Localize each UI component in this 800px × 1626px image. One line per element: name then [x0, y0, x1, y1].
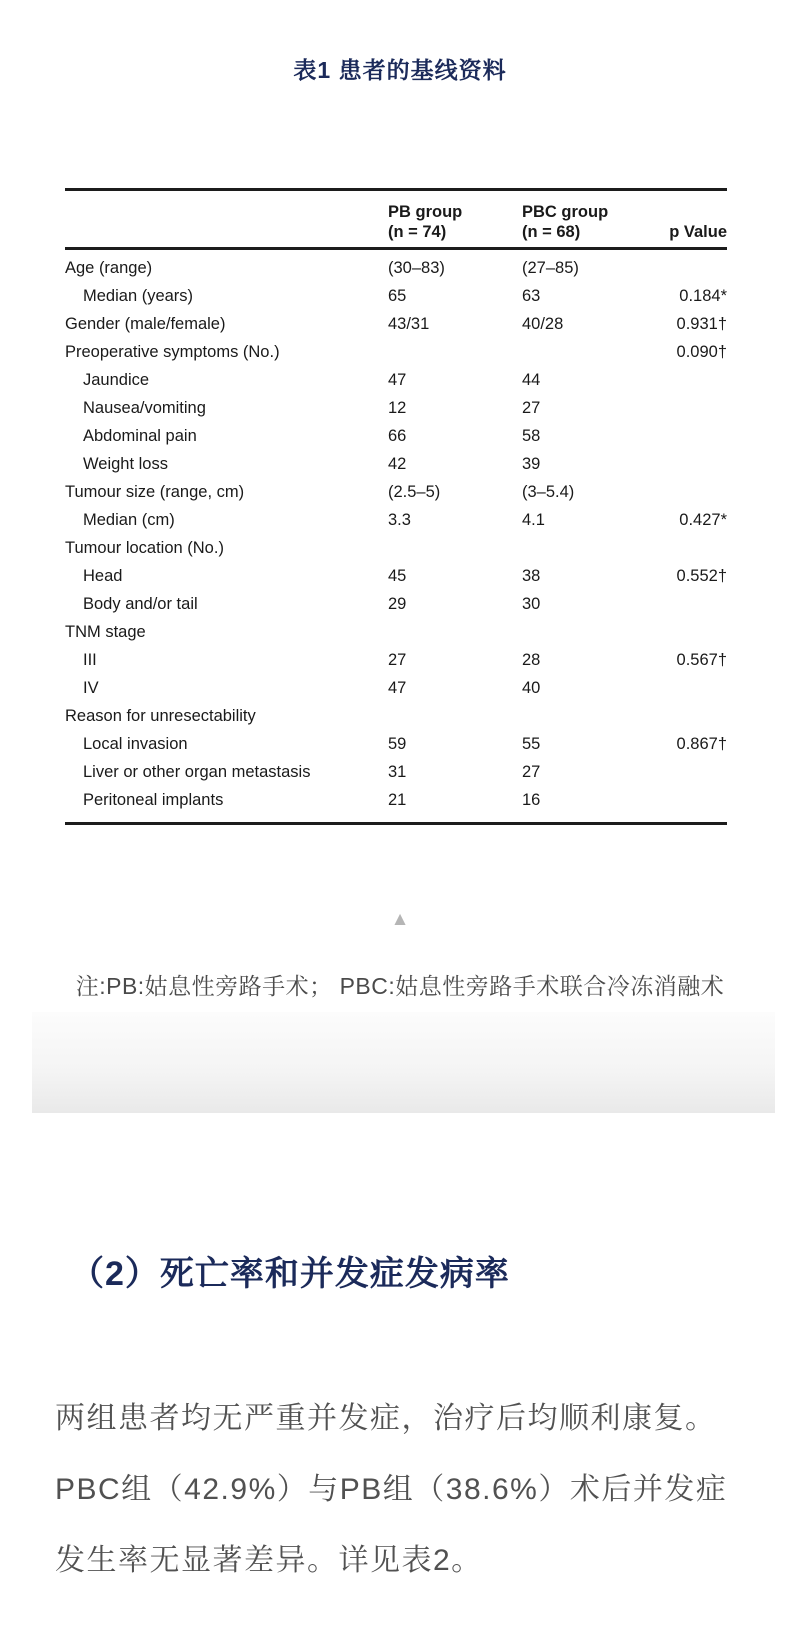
- triangle-up-icon: ▲: [390, 909, 410, 930]
- table-row: [65, 422, 727, 450]
- table-row: [65, 366, 727, 394]
- table-row: [65, 646, 727, 674]
- table-row: [65, 338, 727, 366]
- row-pbc-value: (3–5.4): [522, 482, 575, 501]
- row-label: Reason for unresectability: [65, 706, 256, 725]
- paragraph-line: PBC组（42.9%）与PB组（38.6%）术后并发症: [55, 1473, 728, 1506]
- row-pbc-value: 4.1: [522, 510, 545, 529]
- row-p-value: 0.867†: [676, 734, 727, 753]
- header-pbc-group-name: PBC group: [522, 203, 609, 221]
- row-pb-value: 59: [388, 734, 407, 753]
- row-pbc-value: 44: [522, 370, 541, 389]
- table-row: [65, 310, 727, 338]
- row-pb-value: 3.3: [388, 510, 411, 529]
- row-label: TNM stage: [65, 622, 146, 641]
- body-paragraph: [55, 1383, 755, 1596]
- paragraph-line: 两组患者均无严重并发症，治疗后均顺利康复。: [55, 1402, 717, 1435]
- row-pbc-value: 40: [522, 678, 541, 697]
- table-body: [65, 250, 727, 822]
- row-pb-value: 29: [388, 594, 407, 613]
- header-pbc-group: [522, 202, 632, 242]
- row-label: Gender (male/female): [65, 314, 226, 333]
- row-pb-value: 65: [388, 286, 407, 305]
- row-pbc-value: 58: [522, 426, 541, 445]
- table-row: [65, 478, 727, 506]
- row-pb-value: 43/31: [388, 314, 430, 333]
- row-p-value: 0.931†: [676, 314, 727, 333]
- row-pb-value: (2.5–5): [388, 482, 441, 501]
- header-pb-group: [388, 202, 522, 242]
- row-pb-value: 27: [388, 650, 407, 669]
- row-label: Liver or other organ metastasis: [83, 762, 311, 781]
- table-row: [65, 730, 727, 758]
- row-label: Median (years): [83, 286, 194, 305]
- row-pbc-value: 27: [522, 398, 541, 417]
- row-label: Head: [83, 566, 123, 585]
- row-label: III: [83, 650, 97, 669]
- row-label: Tumour location (No.): [65, 538, 224, 557]
- table-row: [65, 282, 727, 310]
- image-bottom-fade: [32, 1012, 775, 1113]
- table-row: [65, 786, 727, 814]
- header-pb-group-n: (n = 74): [388, 223, 447, 241]
- table-row: [65, 506, 727, 534]
- row-pb-value: 12: [388, 398, 407, 417]
- table-row: [65, 562, 727, 590]
- table-row: [65, 534, 727, 562]
- row-pbc-value: 39: [522, 454, 541, 473]
- table-row: [65, 590, 727, 618]
- row-pb-value: 21: [388, 790, 407, 809]
- table-bottom-rule: [65, 822, 727, 825]
- table-row: [65, 674, 727, 702]
- table-row: [65, 758, 727, 786]
- row-pb-value: 47: [388, 678, 407, 697]
- row-pbc-value: 63: [522, 286, 541, 305]
- row-pbc-value: 38: [522, 566, 541, 585]
- header-p-value: p Value: [669, 223, 727, 241]
- row-p-value: 0.090†: [676, 342, 727, 361]
- table-footnote: 注:PB:姑息性旁路手术； PBC:姑息性旁路手术联合冷冻消融术: [75, 973, 725, 999]
- row-label: Nausea/vomiting: [83, 398, 206, 417]
- row-label: Peritoneal implants: [83, 790, 224, 809]
- row-pbc-value: 16: [522, 790, 541, 809]
- row-pbc-value: 27: [522, 762, 541, 781]
- row-label: Tumour size (range, cm): [65, 482, 245, 501]
- row-pb-value: 31: [388, 762, 407, 781]
- table-row: [65, 394, 727, 422]
- row-pb-value: 45: [388, 566, 407, 585]
- row-label: IV: [83, 678, 99, 697]
- table-row: [65, 450, 727, 478]
- row-label: Preoperative symptoms (No.): [65, 342, 280, 361]
- row-label: Body and/or tail: [83, 594, 198, 613]
- row-p-value: 0.552†: [676, 566, 727, 585]
- baseline-table: [65, 188, 727, 825]
- row-pb-value: 66: [388, 426, 407, 445]
- row-pbc-value: 55: [522, 734, 541, 753]
- row-pb-value: (30–83): [388, 258, 445, 277]
- section-heading: （2）死亡率和并发症发病率: [70, 1255, 510, 1293]
- row-pbc-value: 30: [522, 594, 541, 613]
- table-row: [65, 254, 727, 282]
- row-label: Local invasion: [83, 734, 188, 753]
- row-p-value: 0.184*: [679, 286, 727, 305]
- header-pbc-group-n: (n = 68): [522, 223, 581, 241]
- row-label: Jaundice: [83, 370, 150, 389]
- row-pb-value: 47: [388, 370, 407, 389]
- paragraph-line: 发生率无显著差异。详见表2。: [55, 1544, 483, 1577]
- table-header-row: [65, 191, 727, 247]
- table-caption: 表1 患者的基线资料: [293, 57, 507, 83]
- row-pb-value: 42: [388, 454, 407, 473]
- row-label: Age (range): [65, 258, 153, 277]
- table-row: [65, 702, 727, 730]
- row-p-value: 0.567†: [676, 650, 727, 669]
- row-pbc-value: 28: [522, 650, 541, 669]
- table-row: [65, 618, 727, 646]
- row-pbc-value: (27–85): [522, 258, 579, 277]
- row-label: Abdominal pain: [83, 426, 197, 445]
- row-pbc-value: 40/28: [522, 314, 564, 333]
- header-pb-group-name: PB group: [388, 203, 463, 221]
- row-label: Median (cm): [83, 510, 175, 529]
- row-p-value: 0.427*: [679, 510, 727, 529]
- row-label: Weight loss: [83, 454, 168, 473]
